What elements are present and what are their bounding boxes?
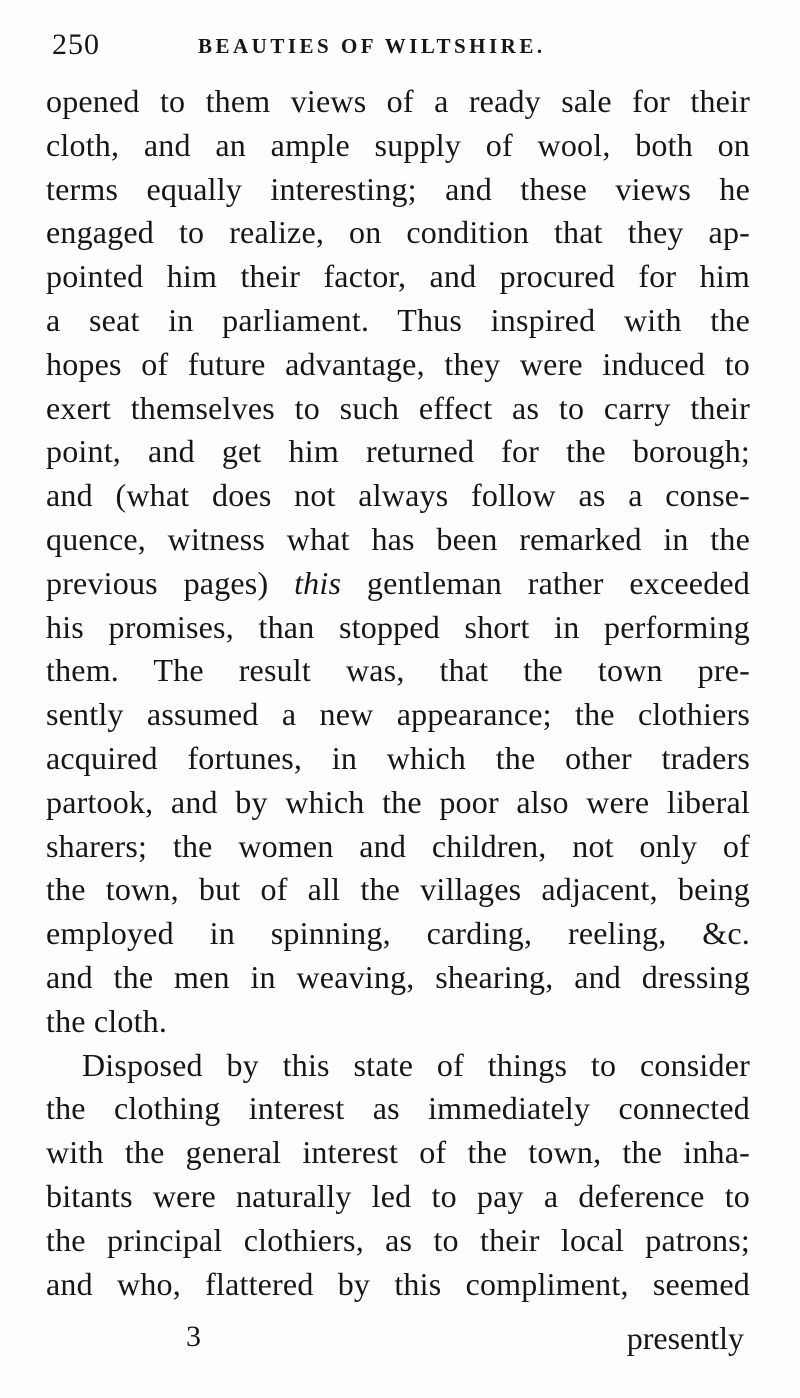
page-footer [46, 1320, 744, 1364]
text-line: point, and get him returned for the borough; [46, 433, 750, 470]
text-line: and (what does not always follow as a conse- [46, 477, 750, 514]
text-line: sharers; the women and children, not only of [46, 827, 750, 864]
text-line: sently assumed a new appearance; the clothiers [46, 696, 750, 733]
text-line: his promises, than stopped short in performing [46, 608, 750, 645]
text-line: engaged to realize, on condition that they ap- [46, 214, 750, 251]
text-line: a seat in parliament. Thus inspired with the [46, 301, 750, 338]
text-line: and the men in weaving, shearing, and dressing [46, 958, 750, 995]
text-line: employed in spinning, carding, reeling, &c. [46, 915, 750, 952]
text-line: partook, and by which the poor also were liberal [46, 783, 750, 820]
running-head: BEAUTIES OF WILTSHIRE. [198, 34, 546, 58]
text-line: Disposed by this state of things to consider [82, 1046, 750, 1083]
text-line: the town, but of all the villages adjacent, being [46, 871, 750, 908]
page-header [46, 24, 744, 68]
paragraph-2 [46, 1044, 750, 1307]
line-segment-before: previous pages) [46, 564, 295, 601]
body-text [46, 80, 750, 1306]
text-line: acquired fortunes, in which the other traders [46, 739, 750, 776]
text-line: and who, flattered by this compliment, seemed [46, 1265, 750, 1302]
signature-mark: 3 [186, 1320, 201, 1353]
text-line-with-italic [46, 562, 750, 606]
text-line: opened to them views of a ready sale for their [46, 83, 750, 119]
text-line: the cloth. [46, 1002, 168, 1039]
text-line: terms equally interesting; and these views he [46, 170, 750, 207]
text-line: the clothing interest as immediately connected [46, 1090, 750, 1127]
paragraph-1 [46, 80, 750, 1044]
text-line: pointed him their factor, and procured for him [46, 258, 750, 295]
text-line: hopes of future advantage, they were induced to [46, 345, 750, 382]
italic-word: this [294, 564, 342, 601]
text-line: cloth, and an ample supply of wool, both on [46, 126, 750, 163]
line-segment-after: gentleman rather exceeded [341, 564, 750, 601]
text-line: them. The result was, that the town pre- [46, 652, 750, 689]
text-line: quence, witness what has been remarked in the [46, 520, 750, 557]
text-line: the principal clothiers, as to their local patrons; [46, 1221, 750, 1258]
text-line: with the general interest of the town, the inha- [46, 1134, 750, 1171]
text-line: exert themselves to such effect as to carry their [46, 389, 750, 426]
catchword: presently [626, 1320, 744, 1356]
text-line: bitants were naturally led to pay a deference to [46, 1177, 750, 1214]
page-number: 250 [52, 28, 100, 61]
